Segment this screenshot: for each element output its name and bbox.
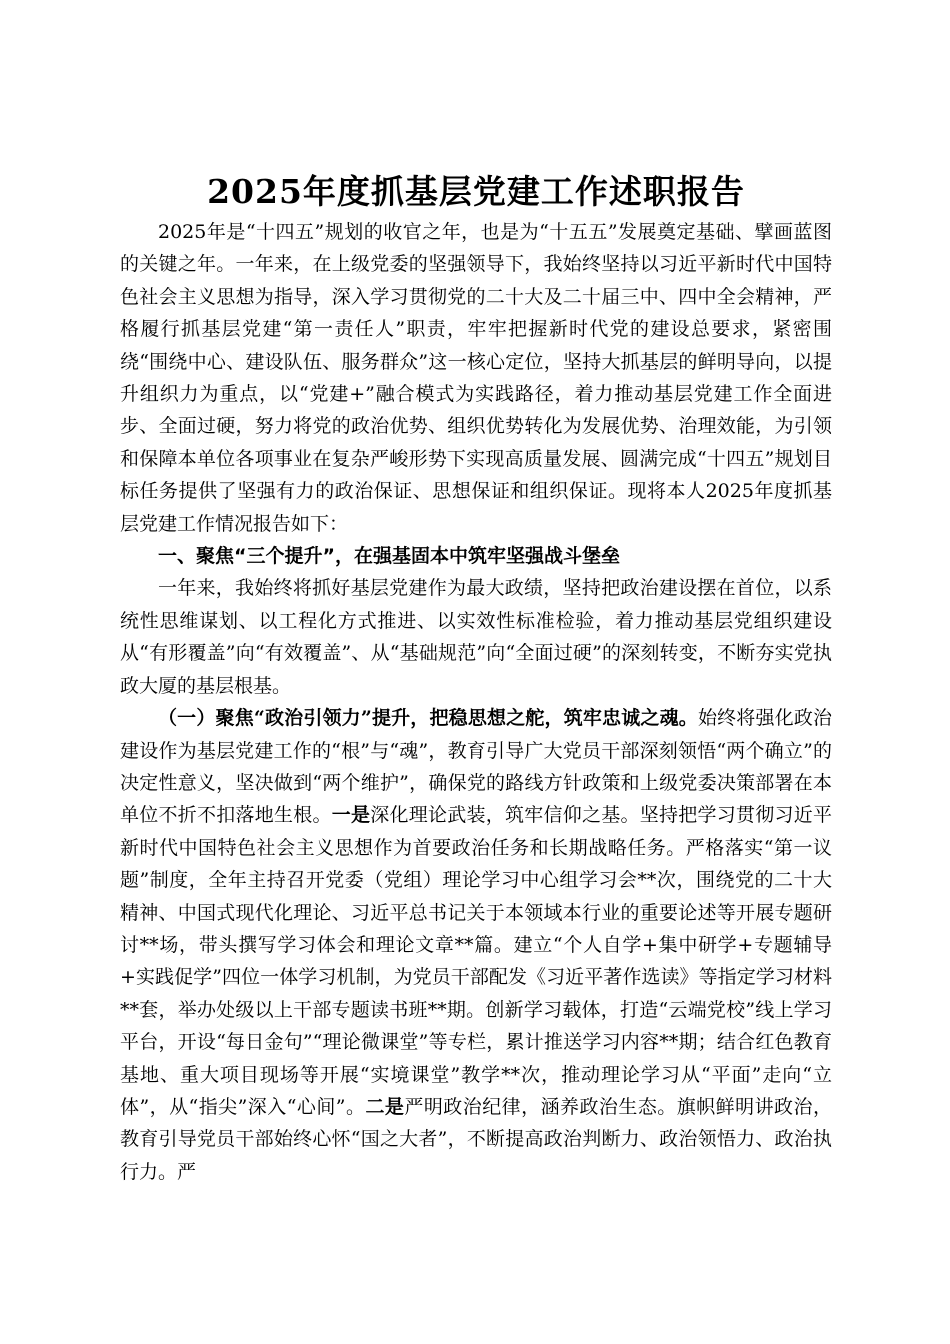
subsection-1-text-c: 严明政治纪律，涵养政治生态。旗帜鲜明讲政治，教育引导党员干部始终心怀“国之大者”，不断提高政治判断力、政治领悟力、政治执行力。严 (120, 1095, 832, 1183)
document-title: 2025年度抓基层党建工作述职报告 (207, 172, 745, 211)
point-1-label: 一是 (331, 804, 371, 827)
subsection-1-heading: （一）聚焦“政治引领力”提升，把稳思想之舵，筑牢忠诚之魂。 (158, 707, 698, 730)
subsection-1-text-b: 深化理论武装，筑牢信仰之基。坚持把学习贯彻习近平新时代中国特色社会主义思想作为首要政治任务和长期战略任务。严格落实“第一议题”制度，全年主持召开党委（党组）理论学习中心组学习会**次，围绕党的二十大精神、中国式现代化理论、习近平总书记关于本领域本行业的重要论述等开展专题研讨**场，带头撰写学习体会和理论文章**篇。建立“个人自学+集中研学+专题辅导+实践促学”四位一体学习机制，为党员干部配发《习近平著作选读》等指定学习材料**套，举办处级以上干部专题读书班**期。创新学习载体，打造“云端党校”线上学习平台，开设“每日金句”“理论微课堂”等专栏，累计推送学习内容**期；结合红色教育基地、重大项目现场等开展“实境课堂”教学**次，推动理论学习从“平面”走向“立体”，从“指尖”深入“心间”。 (120, 804, 832, 1118)
intro-paragraph: 2025年是“十四五”规划的收官之年，也是为“十五五”发展奠定基础、擘画蓝图的关键之年。一年来，在上级党委的坚强领导下，我始终坚持以习近平新时代中国特色社会主义思想为指导，深入学习贯彻党的二十大及二十届三中、四中全会精神，严格履行抓基层党建“第一责任人”职责，牢牢把握新时代党的建设总要求，紧密围绕“围绕中心、建设队伍、服务群众”这一核心定位，坚持大抓基层的鲜明导向，以提升组织力为重点，以“党建+”融合模式为实践路径，着力推动基层党建工作全面进步、全面过硬，努力将党的政治优势、组织优势转化为发展优势、治理效能，为引领和保障本单位各项事业在复杂严峻形势下实现高质量发展、圆满完成“十四五”规划目标任务提供了坚强有力的政治保证、思想保证和组织保证。现将本人2025年度抓基层党建工作情况报告如下： (120, 221, 832, 535)
subsection-1-paragraph (120, 702, 832, 1188)
section-1-paragraph: 一年来，我始终将抓好基层党建作为最大政绩，坚持把政治建设摆在首位，以系统性思维谋划、以工程化方式推进、以实效性标准检验，着力推动基层党组织建设从“有形覆盖”向“有效覆盖”、从“基础规范”向“全面过硬”的深刻转变，不断夯实党执政大厦的基层根基。 (120, 577, 832, 697)
document-page (120, 170, 832, 1188)
subsection-1-text-a: 始终将强化政治建设作为基层党建工作的“根”与“魂”，教育引导广大党员干部深刻领悟“两个确立”的决定性意义，坚决做到“两个维护”，确保党的路线方针政策和上级党委决策部署在本单位不折不扣落地生根。 (120, 707, 832, 827)
point-2-label: 二是 (365, 1095, 405, 1118)
section-1-heading: 一、聚焦“三个提升”，在强基固本中筑牢坚强战斗堡垒 (158, 545, 620, 568)
